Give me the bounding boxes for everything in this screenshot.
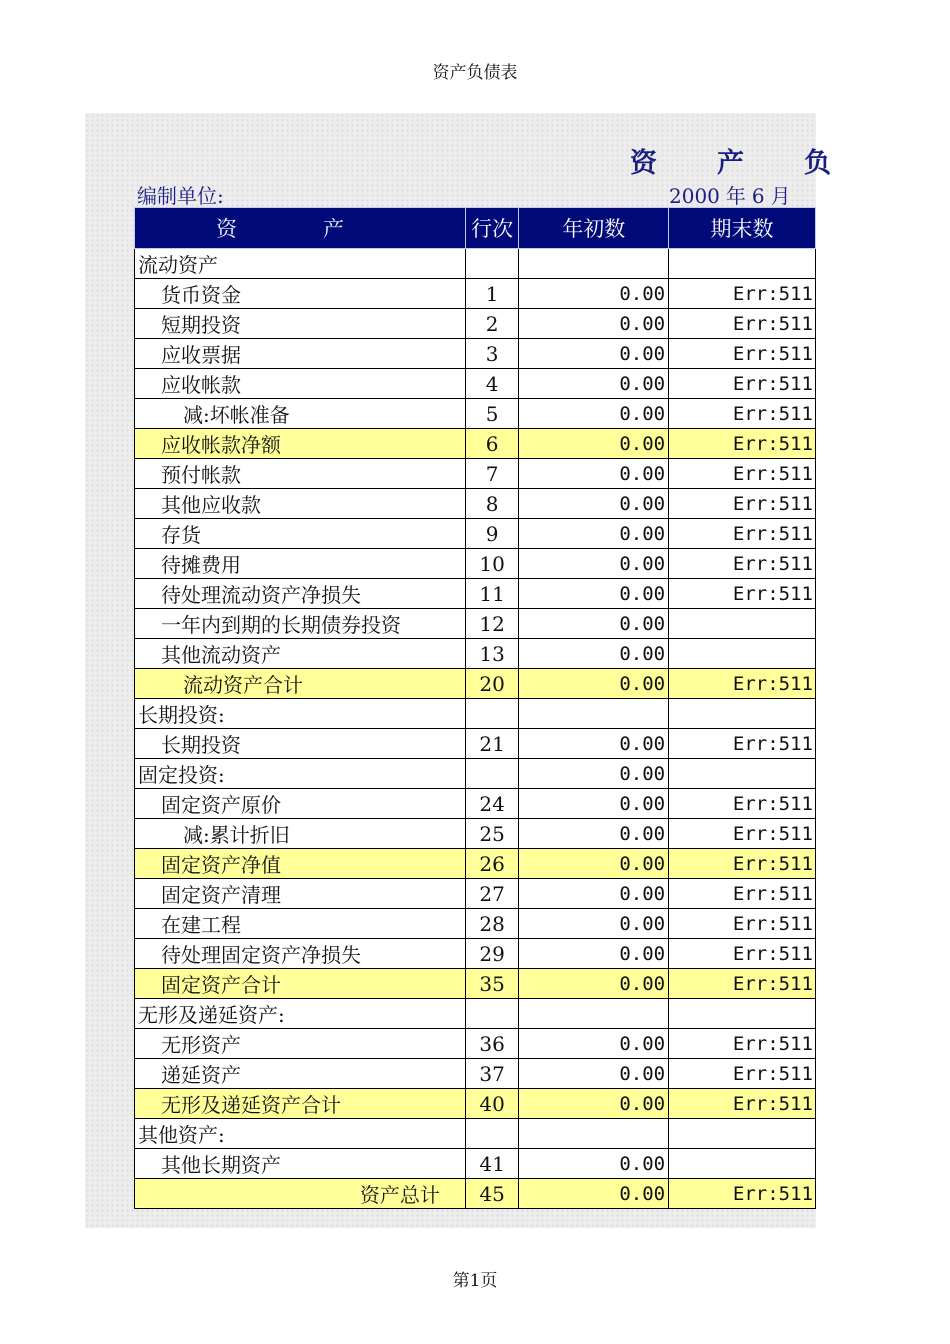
ending-value-cell[interactable]: Err:511 [669, 1029, 816, 1059]
line-no-cell[interactable]: 24 [465, 789, 519, 819]
table-row [135, 489, 816, 519]
header-beginning: 年初数 [519, 208, 669, 249]
beginning-value-cell[interactable] [519, 1119, 669, 1149]
table-row [135, 849, 816, 879]
line-no-cell[interactable] [465, 759, 519, 789]
table-row [135, 939, 816, 969]
ending-value-cell[interactable]: Err:511 [669, 669, 816, 699]
beginning-value-cell[interactable]: 0.00 [519, 819, 669, 849]
item-cell[interactable]: 预付帐款 [135, 459, 466, 489]
line-no-cell[interactable]: 26 [465, 849, 519, 879]
ending-value-cell[interactable]: Err:511 [669, 1179, 816, 1209]
ending-value-cell[interactable]: Err:511 [669, 279, 816, 309]
table-row [135, 1119, 816, 1149]
table-row [135, 1089, 816, 1119]
table-row [135, 1059, 816, 1089]
ending-value-cell[interactable] [669, 1149, 816, 1179]
beginning-value-cell[interactable]: 0.00 [519, 579, 669, 609]
table-row [135, 759, 816, 789]
ending-value-cell[interactable]: Err:511 [669, 879, 816, 909]
ending-value-cell[interactable]: Err:511 [669, 939, 816, 969]
ending-value-cell[interactable]: Err:511 [669, 309, 816, 339]
beginning-value-cell[interactable]: 0.00 [519, 1149, 669, 1179]
line-no-cell[interactable]: 41 [465, 1149, 519, 1179]
table-row [135, 429, 816, 459]
ending-value-cell[interactable]: Err:511 [669, 369, 816, 399]
ending-value-cell[interactable] [669, 639, 816, 669]
ending-value-cell[interactable]: Err:511 [669, 519, 816, 549]
table-header-row [135, 208, 816, 249]
table-row [135, 369, 816, 399]
table-row [135, 1029, 816, 1059]
ending-value-cell[interactable] [669, 999, 816, 1029]
line-no-cell[interactable]: 8 [465, 489, 519, 519]
table-row [135, 399, 816, 429]
beginning-value-cell[interactable]: 0.00 [519, 969, 669, 999]
line-no-cell[interactable]: 12 [465, 609, 519, 639]
item-cell[interactable]: 固定资产原价 [135, 789, 466, 819]
line-no-cell[interactable]: 36 [465, 1029, 519, 1059]
ending-value-cell[interactable]: Err:511 [669, 819, 816, 849]
report-date [669, 180, 797, 209]
date-month: 6 [751, 184, 765, 208]
line-no-cell[interactable]: 37 [465, 1059, 519, 1089]
beginning-value-cell[interactable]: 0.00 [519, 369, 669, 399]
ending-value-cell[interactable]: Err:511 [669, 399, 816, 429]
item-cell[interactable]: 流动资产 [135, 249, 466, 279]
beginning-value-cell[interactable]: 0.00 [519, 489, 669, 519]
line-no-cell[interactable]: 45 [465, 1179, 519, 1209]
item-cell[interactable]: 应收帐款净额 [135, 429, 466, 459]
line-no-cell[interactable]: 27 [465, 879, 519, 909]
line-no-cell[interactable]: 13 [465, 639, 519, 669]
line-no-cell[interactable]: 5 [465, 399, 519, 429]
table-row [135, 279, 816, 309]
spreadsheet-area [85, 113, 831, 1228]
table-row [135, 339, 816, 369]
item-cell[interactable]: 存货 [135, 519, 466, 549]
item-cell[interactable]: 其他流动资产 [135, 639, 466, 669]
header-assets [135, 208, 466, 249]
table-row [135, 879, 816, 909]
item-cell[interactable]: 固定资产净值 [135, 849, 466, 879]
beginning-value-cell[interactable]: 0.00 [519, 459, 669, 489]
line-no-cell[interactable]: 2 [465, 309, 519, 339]
ending-value-cell[interactable]: Err:511 [669, 579, 816, 609]
ending-value-cell[interactable]: Err:511 [669, 969, 816, 999]
beginning-value-cell[interactable]: 0.00 [519, 429, 669, 459]
line-no-cell[interactable] [465, 699, 519, 729]
line-no-cell[interactable]: 29 [465, 939, 519, 969]
item-cell[interactable]: 在建工程 [135, 909, 466, 939]
item-cell[interactable]: 长期投资: [135, 699, 466, 729]
ending-value-cell[interactable]: Err:511 [669, 489, 816, 519]
line-no-cell[interactable]: 10 [465, 549, 519, 579]
item-cell[interactable]: 流动资产合计 [135, 669, 466, 699]
balance-sheet-table [134, 207, 816, 1209]
item-cell[interactable]: 长期投资 [135, 729, 466, 759]
ending-value-cell[interactable]: Err:511 [669, 339, 816, 369]
table-row [135, 249, 816, 279]
beginning-value-cell[interactable] [519, 699, 669, 729]
beginning-value-cell[interactable]: 0.00 [519, 1029, 669, 1059]
item-cell[interactable]: 无形及递延资产: [135, 999, 466, 1029]
table-row [135, 999, 816, 1029]
table-row [135, 519, 816, 549]
ending-value-cell[interactable]: Err:511 [669, 549, 816, 579]
table-row [135, 309, 816, 339]
header-ending: 期末数 [669, 208, 816, 249]
table-row [135, 819, 816, 849]
header-assets-char-2: 产 [323, 217, 344, 241]
beginning-value-cell[interactable]: 0.00 [519, 849, 669, 879]
beginning-value-cell[interactable]: 0.00 [519, 909, 669, 939]
line-no-cell[interactable]: 7 [465, 459, 519, 489]
ending-value-cell[interactable] [669, 249, 816, 279]
ending-value-cell[interactable] [669, 609, 816, 639]
beginning-value-cell[interactable]: 0.00 [519, 1179, 669, 1209]
date-month-char: 月 [770, 184, 791, 208]
item-cell[interactable]: 减:坏帐准备 [135, 399, 466, 429]
ending-value-cell[interactable] [669, 759, 816, 789]
table-row [135, 639, 816, 669]
title-char-3: 负 [804, 148, 831, 179]
date-year-char: 年 [725, 184, 746, 208]
ending-value-cell[interactable]: Err:511 [669, 789, 816, 819]
item-cell[interactable]: 应收票据 [135, 339, 466, 369]
item-cell[interactable]: 短期投资 [135, 309, 466, 339]
header-assets-char-1: 资 [216, 217, 237, 241]
unit-label: 编制单位: [137, 184, 224, 208]
beginning-value-cell[interactable]: 0.00 [519, 879, 669, 909]
beginning-value-cell[interactable]: 0.00 [519, 399, 669, 429]
line-no-cell[interactable]: 9 [465, 519, 519, 549]
sheet-title [630, 141, 891, 180]
line-no-cell[interactable]: 1 [465, 279, 519, 309]
beginning-value-cell[interactable]: 0.00 [519, 309, 669, 339]
line-no-cell[interactable]: 6 [465, 429, 519, 459]
page-footer: 第1页 [452, 1271, 498, 1291]
item-cell[interactable]: 货币资金 [135, 279, 466, 309]
beginning-value-cell[interactable]: 0.00 [519, 939, 669, 969]
header-line-no: 行次 [465, 208, 519, 249]
line-no-cell[interactable] [465, 999, 519, 1029]
item-cell[interactable]: 待摊费用 [135, 549, 466, 579]
table-row [135, 609, 816, 639]
line-no-cell[interactable]: 20 [465, 669, 519, 699]
beginning-value-cell[interactable]: 0.00 [519, 339, 669, 369]
title-char-1: 资 [630, 148, 657, 179]
table-row [135, 1179, 816, 1209]
item-cell[interactable]: 固定投资: [135, 759, 466, 789]
beginning-value-cell[interactable] [519, 249, 669, 279]
line-no-cell[interactable]: 25 [465, 819, 519, 849]
page-header: 资产负债表 [432, 63, 518, 83]
line-no-cell[interactable]: 11 [465, 579, 519, 609]
ending-value-cell[interactable]: Err:511 [669, 459, 816, 489]
table-row [135, 549, 816, 579]
ending-value-cell[interactable]: Err:511 [669, 909, 816, 939]
line-no-cell[interactable]: 4 [465, 369, 519, 399]
ending-value-cell[interactable]: Err:511 [669, 1059, 816, 1089]
item-cell[interactable]: 无形及递延资产合计 [135, 1089, 466, 1119]
table-row [135, 729, 816, 759]
beginning-value-cell[interactable]: 0.00 [519, 789, 669, 819]
item-cell[interactable]: 一年内到期的长期债券投资 [135, 609, 466, 639]
date-year: 2000 [669, 184, 720, 208]
ending-value-cell[interactable] [669, 699, 816, 729]
line-no-cell[interactable]: 35 [465, 969, 519, 999]
line-no-cell[interactable]: 3 [465, 339, 519, 369]
beginning-value-cell[interactable]: 0.00 [519, 639, 669, 669]
table-row [135, 579, 816, 609]
item-cell[interactable]: 固定资产合计 [135, 969, 466, 999]
ending-value-cell[interactable]: Err:511 [669, 429, 816, 459]
item-cell[interactable]: 应收帐款 [135, 369, 466, 399]
table-row [135, 909, 816, 939]
item-cell[interactable]: 资产总计 [135, 1179, 466, 1209]
ending-value-cell[interactable]: Err:511 [669, 849, 816, 879]
beginning-value-cell[interactable]: 0.00 [519, 669, 669, 699]
beginning-value-cell[interactable]: 0.00 [519, 549, 669, 579]
beginning-value-cell[interactable]: 0.00 [519, 1059, 669, 1089]
beginning-value-cell[interactable]: 0.00 [519, 759, 669, 789]
item-cell[interactable]: 其他资产: [135, 1119, 466, 1149]
beginning-value-cell[interactable]: 0.00 [519, 1089, 669, 1119]
item-cell[interactable]: 无形资产 [135, 1029, 466, 1059]
table-row [135, 459, 816, 489]
title-char-2: 产 [717, 148, 744, 179]
item-cell[interactable]: 固定资产清理 [135, 879, 466, 909]
item-cell[interactable]: 递延资产 [135, 1059, 466, 1089]
item-cell[interactable]: 待处理流动资产净损失 [135, 579, 466, 609]
table-row [135, 669, 816, 699]
table-row [135, 1149, 816, 1179]
line-no-cell[interactable] [465, 249, 519, 279]
item-cell[interactable]: 其他长期资产 [135, 1149, 466, 1179]
item-cell[interactable]: 待处理固定资产净损失 [135, 939, 466, 969]
line-no-cell[interactable]: 28 [465, 909, 519, 939]
line-no-cell[interactable]: 40 [465, 1089, 519, 1119]
beginning-value-cell[interactable] [519, 999, 669, 1029]
item-cell[interactable]: 减:累计折旧 [135, 819, 466, 849]
ending-value-cell[interactable]: Err:511 [669, 729, 816, 759]
line-no-cell[interactable]: 21 [465, 729, 519, 759]
table-row [135, 789, 816, 819]
line-no-cell[interactable] [465, 1119, 519, 1149]
ending-value-cell[interactable]: Err:511 [669, 1089, 816, 1119]
beginning-value-cell[interactable]: 0.00 [519, 519, 669, 549]
beginning-value-cell[interactable]: 0.00 [519, 279, 669, 309]
beginning-value-cell[interactable]: 0.00 [519, 609, 669, 639]
table-row [135, 699, 816, 729]
table-row [135, 969, 816, 999]
beginning-value-cell[interactable]: 0.00 [519, 729, 669, 759]
item-cell[interactable]: 其他应收款 [135, 489, 466, 519]
ending-value-cell[interactable] [669, 1119, 816, 1149]
